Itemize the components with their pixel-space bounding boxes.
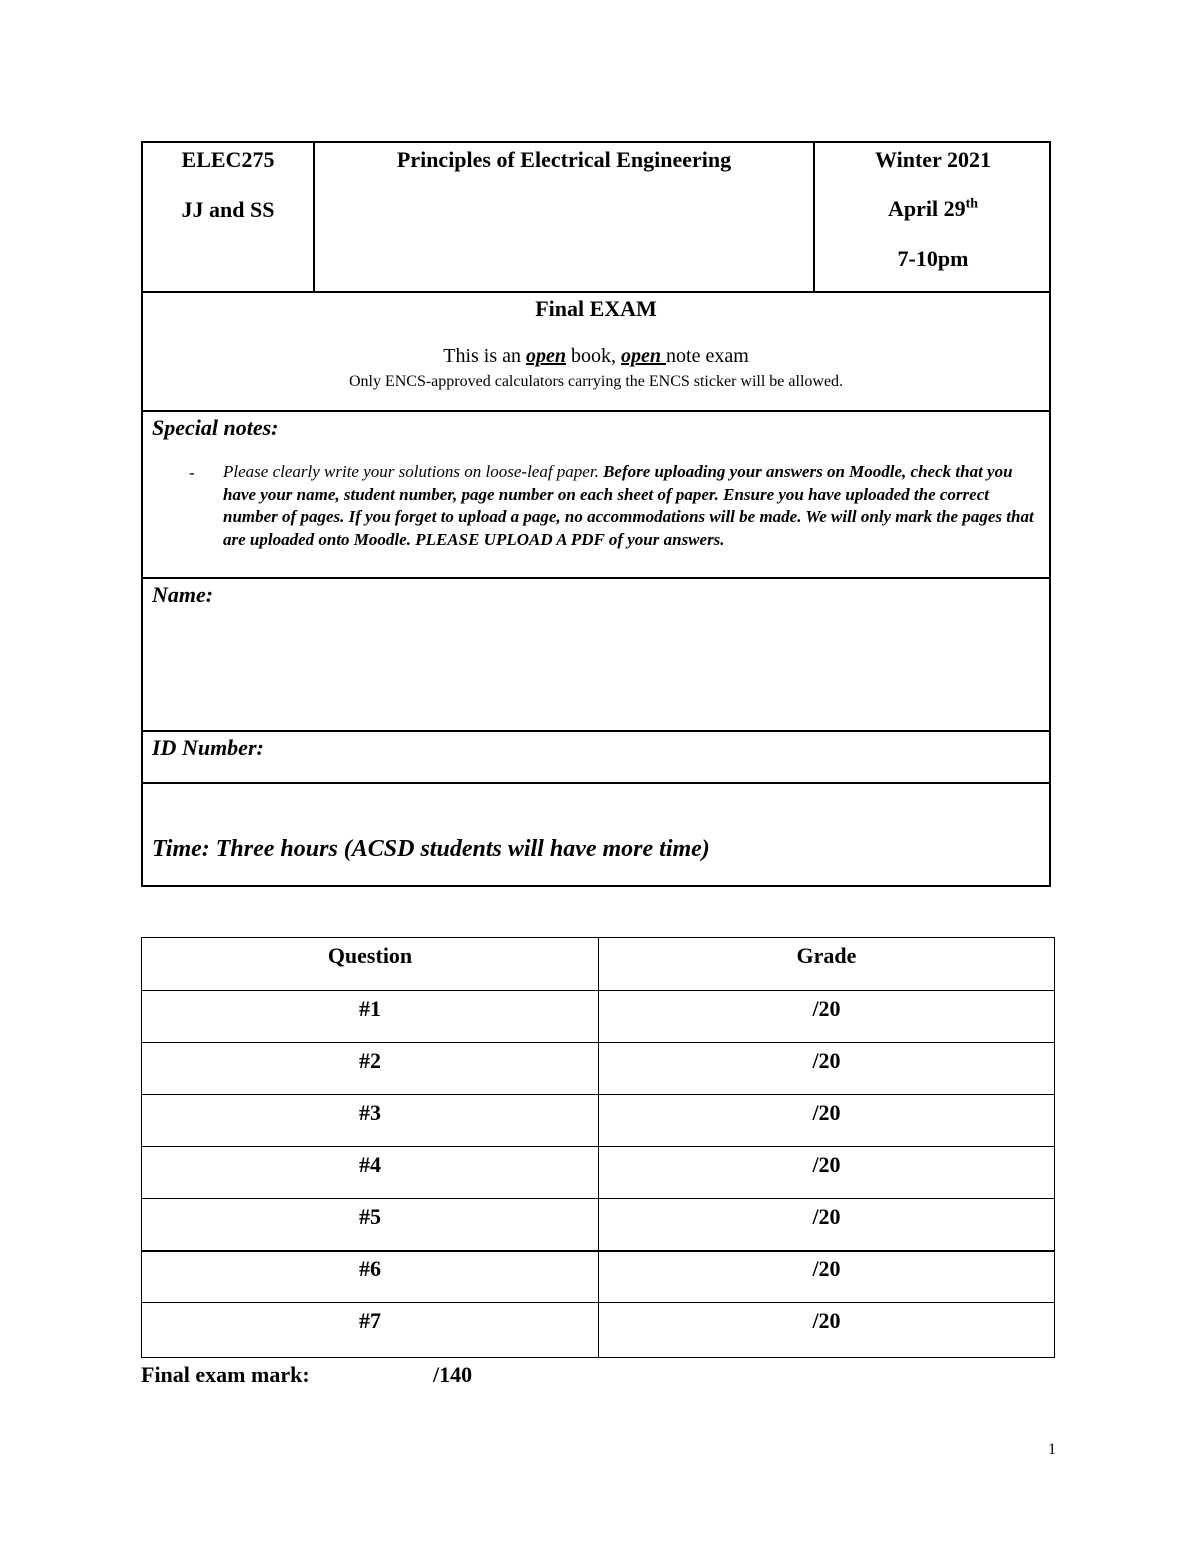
question-column-header: Question [327,943,413,968]
course-title: Principles of Electrical Engineering [396,147,732,172]
exam-time: 7-10pm [897,246,969,271]
grades-row-divider [142,990,1054,991]
final-exam-mark [141,1362,473,1388]
grade-cell: /20 [812,1256,841,1281]
grade-cell: /20 [812,996,841,1021]
row-divider [143,782,1049,784]
row-divider [143,291,1049,293]
question-cell: #7 [359,1308,381,1333]
final-exam-mark-value: /140 [433,1362,473,1387]
grade-cell: /20 [812,1308,841,1333]
question-cell: #4 [359,1152,381,1177]
grade-cell: /20 [812,1048,841,1073]
final-exam-mark-label: Final exam mark: [141,1362,310,1387]
special-notes-label: Special notes: [152,415,279,440]
open-book-line [143,345,1049,368]
bullet-dash: - [189,463,195,482]
grade-cell: /20 [812,1100,841,1125]
grades-row-divider [142,1094,1054,1095]
exam-header-table [141,141,1051,887]
question-cell: #1 [359,996,381,1021]
special-notes-text [223,461,1043,551]
open-emphasis-1: open [526,345,567,367]
question-cell: #6 [359,1256,381,1281]
grades-row-divider [142,1250,1054,1252]
grade-cell: /20 [812,1204,841,1229]
time-note: Time: Three hours (ACSD students will have more time) [152,836,710,862]
row-divider [143,730,1049,732]
question-cell: #2 [359,1048,381,1073]
instructors: JJ and SS [181,197,275,222]
notes-plain-text: Please clearly write your solutions on loose-leaf paper. [223,462,604,481]
grade-cell: /20 [812,1152,841,1177]
question-cell: #3 [359,1100,381,1125]
id-number-label: ID Number: [152,735,264,760]
exam-date [815,196,1051,222]
open-line-mid: book, [566,345,622,367]
course-code: ELEC275 [181,147,275,172]
grades-row-divider [142,1302,1054,1303]
exam-title: Final EXAM [535,296,657,321]
row-divider [143,410,1049,412]
row-divider [143,577,1049,579]
exam-date-main: April 29 [887,196,966,221]
grades-table [141,937,1055,1358]
open-line-suffix: note exam [666,345,749,367]
question-cell: #5 [359,1204,381,1229]
open-emphasis-2: open [621,345,667,367]
page-number: 1 [1048,1441,1056,1458]
grades-row-divider [142,1198,1054,1199]
exam-term: Winter 2021 [875,147,991,172]
grades-row-divider [142,1146,1054,1147]
calculator-note: Only ENCS-approved calculators carrying the ENCS sticker will be allowed. [348,373,844,390]
open-line-prefix: This is an [443,345,527,367]
notes-bold-text: Before uploading your answers on Moodle, check that you have your name, student number, page number on each sheet of paper. Ensure you have uploaded the correct number of pages. If you forget to upload a page, no accommodations will be made. We will only mark the pages that are uploaded onto Moodle. PLEASE UPLOAD A PDF of your answers. [223,462,1034,549]
grade-column-header: Grade [796,943,857,968]
name-label: Name: [152,582,214,607]
grades-row-divider [142,1042,1054,1043]
exam-date-suffix: th [965,196,979,212]
